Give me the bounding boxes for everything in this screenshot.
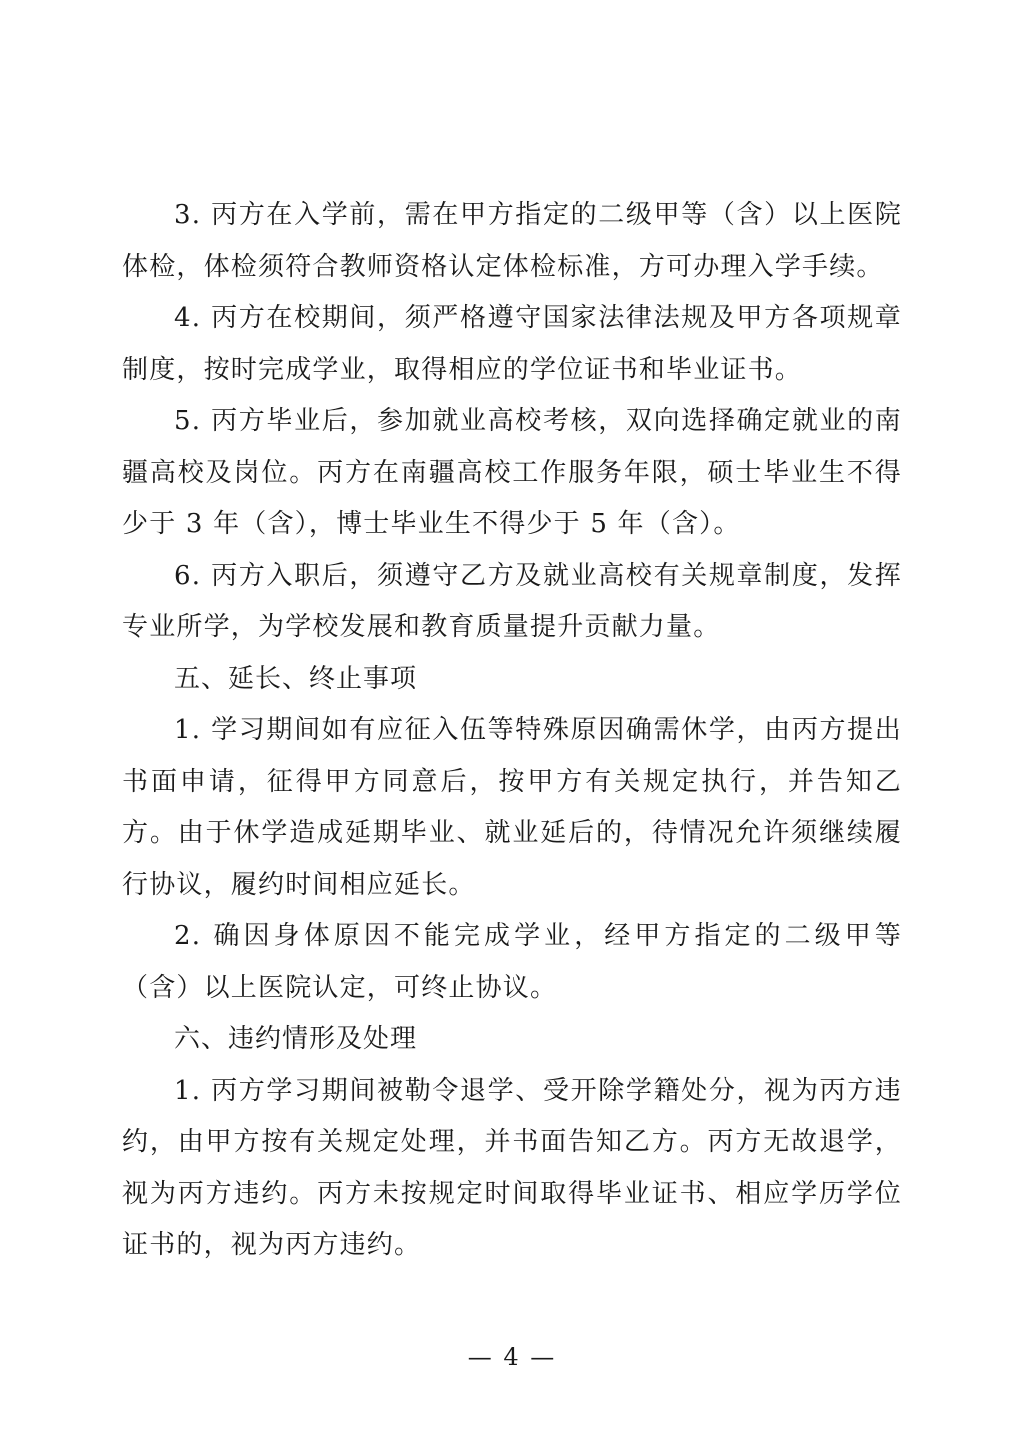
clause-5-6-employment: 6. 丙方入职后，须遵守乙方及就业高校有关规章制度，发挥专业所学，为学校发展和教育质量提升贡献力量。 (122, 560, 902, 642)
clause-suspension: 1. 学习期间如有应征入伍等特殊原因确需休学，由丙方提出书面申请，征得甲方同意后，按甲方有关规定执行，并告知乙方。由于休学造成延期毕业、就业延后的，待情况允许须继续履行协议，履约时间相应延长。 (122, 715, 902, 900)
section-heading-extension-termination: 五、延长、终止事项 (174, 663, 418, 694)
section-heading-breach: 六、违约情形及处理 (174, 1024, 418, 1054)
document-body (122, 190, 902, 1272)
clause-5-5-service-term: 5. 丙方毕业后，参加就业高校考核，双向选择确定就业的南疆高校及岗位。丙方在南疆高校工作服务年限，硕士毕业生不得少于 3 年（含），博士毕业生不得少于 5 年（含）。 (122, 406, 902, 539)
clause-5-4-conduct: 4. 丙方在校期间，须严格遵守国家法律法规及甲方各项规章制度，按时完成学业，取得相应的学位证书和毕业证书。 (122, 303, 902, 385)
clause-breach-expulsion: 1. 丙方学习期间被勒令退学、受开除学籍处分，视为丙方违约，由甲方按有关规定处理，并书面告知乙方。丙方无故退学，视为丙方违约。丙方未按规定时间取得毕业证书、相应学历学位证书的，视为丙方违约。 (122, 1075, 902, 1260)
clause-5-3-health-check: 3. 丙方在入学前，需在甲方指定的二级甲等（含）以上医院体检，体检须符合教师资格认定体检标准，方可办理入学手续。 (122, 200, 902, 282)
page-number: — 4 — (467, 1343, 557, 1371)
clause-health-termination: 2. 确因身体原因不能完成学业，经甲方指定的二级甲等（含）以上医院认定，可终止协议。 (122, 921, 902, 1003)
